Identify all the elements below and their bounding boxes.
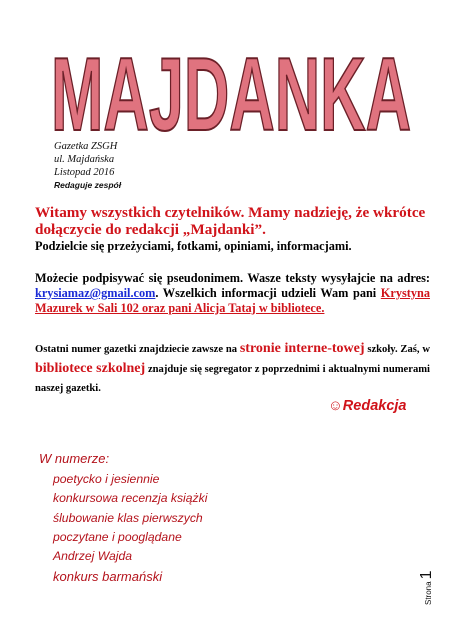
- contents-heading: W numerze:: [39, 451, 110, 466]
- archive-text-c: szkoły. Zaś, w: [364, 344, 430, 355]
- list-item: konkursowa recenzja książki: [53, 491, 208, 506]
- newspaper-name: Gazetka ZSGH: [54, 141, 118, 152]
- list-item: ślubowanie klas pierwszych: [53, 510, 203, 525]
- archive-text-a: Ostatni numer gazetki znajdziecie zawsze na: [35, 344, 240, 355]
- library-mention: bibliotece szkolnej: [35, 361, 146, 376]
- list-item: poetycko i jesiennie: [53, 472, 160, 486]
- website-mention: stronie interne-towej: [239, 341, 365, 356]
- list-item: konkurs barmański: [53, 569, 163, 585]
- paragraph-archive: [35, 339, 430, 398]
- editorial-signature: ☺Redakcja: [328, 398, 407, 414]
- archive-text-e: znajduje się segregator z poprzednimi i aktualnymi numerami naszej gazetki.: [35, 364, 431, 394]
- paragraph-contact: [35, 271, 430, 316]
- editorial-team: Redaguje zespół: [54, 180, 122, 190]
- masthead: [46, 42, 416, 142]
- contact-text-a: Możecie podpisywać się pseudonimem. Wasze teksty wysyłajcie na adres:: [35, 271, 430, 285]
- contents-list: [53, 470, 207, 587]
- contact-text-b: . Wszelkich informacji udzieli Wam pani: [155, 286, 381, 300]
- street-address: ul. Majdańska: [54, 154, 115, 165]
- issue-info: [54, 140, 121, 192]
- masthead-title: MAJDANKA: [51, 42, 411, 142]
- page-number: 1: [418, 570, 435, 580]
- page-word: Strona: [424, 581, 433, 605]
- welcome-message: Witamy wszystkich czytelników. Mamy nadzieję, że wkrótce dołączycie do redakcji „Majdanki”.: [35, 204, 426, 238]
- list-item: Andrzej Wajda: [53, 549, 133, 564]
- email-link[interactable]: krysiamaz@gmail.com: [35, 286, 156, 300]
- contact-people: Krystyna Mazurek w Sali 102 oraz pani Alicja Tataj w bibliotece.: [35, 286, 430, 315]
- page-number-label: [418, 555, 452, 605]
- paragraph-share: Podzielcie się przeżyciami, fotkami, opiniami, informacjami.: [35, 239, 352, 253]
- list-item: poczytane i pooglądane: [53, 529, 182, 544]
- masthead-title-graphic: [46, 42, 416, 142]
- issue-date: Listopad 2016: [54, 167, 115, 178]
